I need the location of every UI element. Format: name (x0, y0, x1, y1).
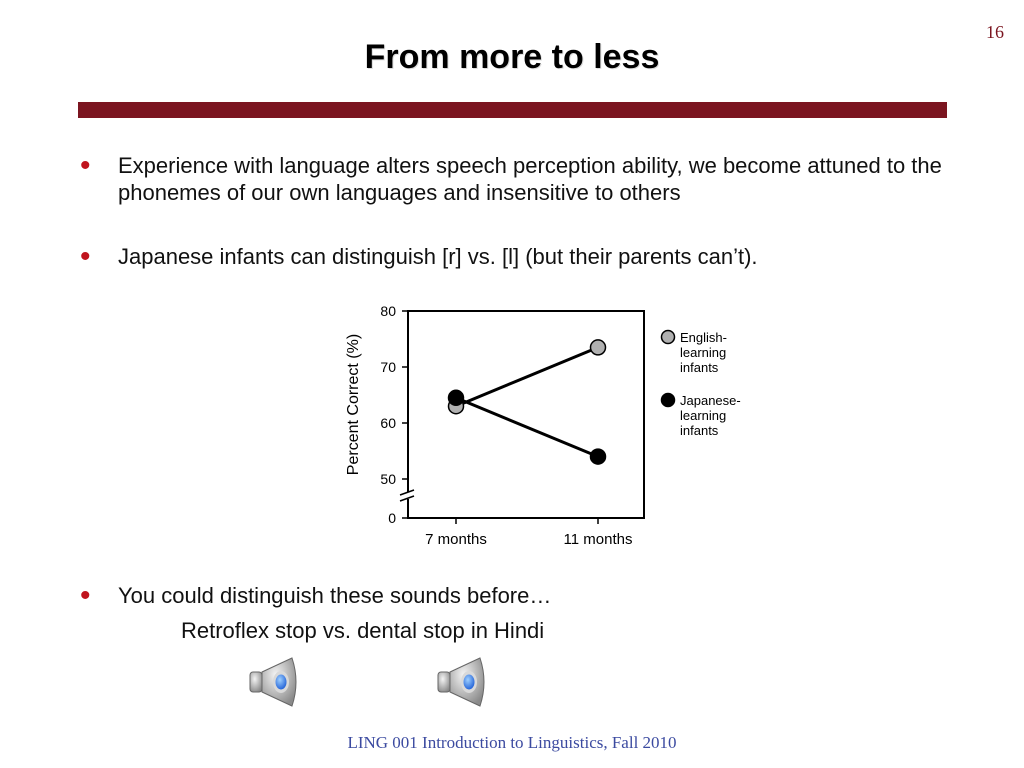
series-line-japanese (456, 398, 598, 457)
bullet-item-3 (72, 579, 978, 612)
legend-marker-english (662, 331, 675, 344)
bullet-dot-icon: • (80, 240, 91, 273)
y-tick-label: 80 (380, 303, 396, 319)
x-tick-label: 7 months (425, 531, 487, 548)
legend-label-japanese: Japanese-learning infants (680, 393, 741, 438)
data-point-japanese (591, 449, 606, 464)
bullet-text: Japanese infants can distinguish [r] vs. [l] (but their parents can’t). (118, 244, 758, 269)
y-tick-label: 50 (380, 471, 396, 487)
bullet-item-2 (72, 240, 978, 273)
legend-label-english: English-learning infants (680, 330, 727, 375)
bullet-text: You could distinguish these sounds before… (118, 583, 552, 608)
series-line-english (456, 347, 598, 406)
y-tick-label: 60 (380, 415, 396, 431)
y-tick-label: 70 (380, 359, 396, 375)
footer: LING 001 Introduction to Linguistics, Fall 2010 (347, 733, 677, 752)
page-title: From more to less (364, 38, 660, 76)
data-point-english (591, 340, 606, 355)
bullet-dot-icon: • (80, 149, 91, 182)
perception-chart (330, 295, 770, 555)
y-axis-label: Percent Correct (%) (345, 333, 362, 476)
y-tick-label: 0 (388, 510, 396, 526)
plot-frame (408, 311, 644, 518)
data-point-japanese (449, 390, 464, 405)
title-accent-bar (78, 102, 947, 118)
sub-bullet-text: Retroflex stop vs. dental stop in Hindi (181, 618, 545, 643)
bullet-text: Experience with language alters speech perception ability, we become attuned to the phonemes of our own languages and insensitive to others (118, 153, 942, 205)
slide-number: 16 (986, 22, 1004, 42)
speaker-icon[interactable] (248, 654, 304, 710)
speaker-icon[interactable] (436, 654, 492, 710)
bullet-dot-icon: • (80, 579, 91, 612)
chart-svg (330, 295, 770, 555)
legend-marker-japanese (662, 394, 675, 407)
x-tick-label: 11 months (563, 531, 633, 548)
bullet-item-1 (72, 149, 978, 206)
